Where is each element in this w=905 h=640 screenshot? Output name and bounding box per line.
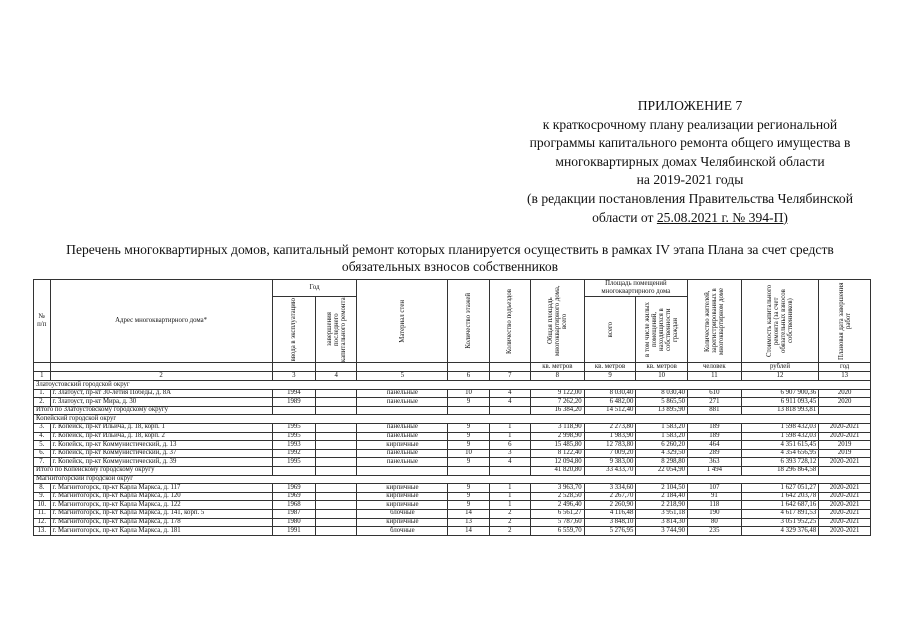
- table-cell: 1993: [272, 441, 315, 450]
- table-cell: [316, 432, 357, 441]
- appendix-line: многоквартирных домах Челябинской области: [555, 153, 825, 169]
- appendix-decree-line: [480, 209, 900, 228]
- table-cell: 1 598 432,03: [741, 423, 819, 432]
- table-cell: 2020-2021: [819, 432, 871, 441]
- table-cell: 5 865,50: [636, 398, 688, 407]
- table-cell: 6 911 093,45: [741, 398, 819, 407]
- table-cell: 9 122,00: [530, 389, 584, 398]
- empty-cell: [819, 466, 871, 475]
- section-row: [34, 415, 871, 424]
- table-cell: блочные: [357, 509, 448, 518]
- table-cell: 10.: [34, 501, 51, 510]
- table-cell: 3.: [34, 423, 51, 432]
- table-cell: 1 598 432,03: [741, 432, 819, 441]
- empty-cell: [489, 406, 530, 415]
- table-row: [34, 518, 871, 527]
- empty-cell: [316, 406, 357, 415]
- total-cell: 13 895,90: [636, 406, 688, 415]
- table-cell: [316, 518, 357, 527]
- table-cell: 1 583,20: [636, 432, 688, 441]
- table-cell: 2020-2021: [819, 527, 871, 536]
- table-cell: 2 528,50: [530, 492, 584, 501]
- col-number: 6: [448, 372, 489, 381]
- empty-cell: [357, 466, 448, 475]
- table-cell: 10: [448, 389, 489, 398]
- table-cell: 2 267,70: [584, 492, 636, 501]
- table-cell: 3 051 952,25: [741, 518, 819, 527]
- table-cell: 7.: [34, 458, 51, 467]
- table-cell: 1995: [272, 423, 315, 432]
- table-cell: 14: [448, 527, 489, 536]
- table-cell: г. Копейск, пр-кт Коммунистический, д. 39: [50, 458, 272, 467]
- table-cell: 289: [688, 449, 742, 458]
- table-body: [34, 381, 871, 536]
- table-row: [34, 423, 871, 432]
- table-cell: 2020-2021: [819, 509, 871, 518]
- table-cell: 13.: [34, 527, 51, 536]
- table-cell: 3 848,10: [584, 518, 636, 527]
- table-cell: 2020-2021: [819, 492, 871, 501]
- table-cell: 4 329 376,48: [741, 527, 819, 536]
- header-area-residential: в том числе жилых помещений, находящихся в собственности граждан: [636, 297, 688, 363]
- col-number: 2: [50, 372, 272, 381]
- table-cell: 1.: [34, 389, 51, 398]
- table-cell: 1991: [272, 527, 315, 536]
- table-cell: г. Копейск, пр-кт Ильича, д. 18, корп. 1: [50, 423, 272, 432]
- table-cell: г. Златоуст, пр-кт 30-летия Победы, д. 8А: [50, 389, 272, 398]
- table-cell: 13: [448, 518, 489, 527]
- table-cell: 2020: [819, 398, 871, 407]
- table-cell: 235: [688, 527, 742, 536]
- table-cell: 91: [688, 492, 742, 501]
- header-total-area: Общая площадь многоквартирного дома, всего: [530, 280, 584, 363]
- unit-cell: кв. метров: [636, 363, 688, 372]
- col-number: 10: [636, 372, 688, 381]
- table-cell: 3 963,70: [530, 484, 584, 493]
- header-year-group: Год: [272, 280, 357, 297]
- empty-cell: [272, 406, 315, 415]
- table-cell: 2019: [819, 449, 871, 458]
- table-cell: 4 116,48: [584, 509, 636, 518]
- table-row: [34, 441, 871, 450]
- table-cell: 3 334,60: [584, 484, 636, 493]
- table-cell: 2: [489, 518, 530, 527]
- table-cell: 1969: [272, 484, 315, 493]
- header-address: Адрес многоквартирного дома*: [50, 280, 272, 363]
- table-cell: 4 329,50: [636, 449, 688, 458]
- table-cell: [316, 527, 357, 536]
- empty-cell: [448, 406, 489, 415]
- table-cell: 2020-2021: [819, 423, 871, 432]
- appendix-line: программы капитального ремонта общего имущества в: [529, 135, 851, 151]
- table-row: [34, 398, 871, 407]
- unit-cell: рублей: [741, 363, 819, 372]
- table-cell: 1995: [272, 458, 315, 467]
- table-cell: кирпичные: [357, 492, 448, 501]
- empty-cell: [272, 466, 315, 475]
- col-number: 11: [688, 372, 742, 381]
- table-cell: 1980: [272, 518, 315, 527]
- table-cell: 1989: [272, 398, 315, 407]
- table-cell: [316, 484, 357, 493]
- appendix-line: к краткосрочному плану реализации региональной: [542, 116, 838, 132]
- col-number: 3: [272, 372, 315, 381]
- unit-cell: кв. метров: [530, 363, 584, 372]
- section-name: Магнитогорский городской округ: [34, 475, 871, 484]
- table-cell: 1 627 051,27: [741, 484, 819, 493]
- table-cell: 2: [489, 509, 530, 518]
- table-cell: блочные: [357, 527, 448, 536]
- table-cell: 2 184,40: [636, 492, 688, 501]
- table-cell: г. Магнитогорск, пр-кт Карла Маркса, д. 141, корп. 5: [50, 509, 272, 518]
- table-row: [34, 527, 871, 536]
- table-cell: 1 983,90: [584, 432, 636, 441]
- table-cell: 2 218,90: [636, 501, 688, 510]
- header-num: № п/п: [34, 280, 51, 363]
- table-cell: 4.: [34, 432, 51, 441]
- table-cell: 2020-2021: [819, 518, 871, 527]
- table-cell: г. Копейск, пр-кт Ильича, д. 18, корп. 2: [50, 432, 272, 441]
- table-cell: 8 030,40: [584, 389, 636, 398]
- table-cell: 4 351 615,45: [741, 441, 819, 450]
- table-cell: 2019: [819, 441, 871, 450]
- unit-cell: год: [819, 363, 871, 372]
- total-cell: 14 512,40: [584, 406, 636, 415]
- table-cell: 6.: [34, 449, 51, 458]
- unit-cell: кв. метров: [584, 363, 636, 372]
- appendix-header: [480, 97, 900, 227]
- table-row: [34, 389, 871, 398]
- section-row: [34, 475, 871, 484]
- header-floors: Количество этажей: [448, 280, 489, 363]
- table-cell: 7 262,20: [530, 398, 584, 407]
- table-cell: 9: [448, 501, 489, 510]
- table-cell: 6 393 728,12: [741, 458, 819, 467]
- table-cell: 1: [489, 492, 530, 501]
- table-cell: 12 094,80: [530, 458, 584, 467]
- table-cell: 7 009,20: [584, 449, 636, 458]
- table-cell: 363: [688, 458, 742, 467]
- table-row: [34, 484, 871, 493]
- empty-cell: [316, 466, 357, 475]
- table-cell: панельные: [357, 432, 448, 441]
- table-cell: г. Златоуст, пр-кт Мира, д. 30: [50, 398, 272, 407]
- table-cell: 6 907 900,36: [741, 389, 819, 398]
- table-cell: [316, 458, 357, 467]
- table-cell: 2020-2021: [819, 458, 871, 467]
- table-cell: 9: [448, 423, 489, 432]
- table-cell: г. Магнитогорск, пр-кт Карла Маркса, д. 117: [50, 484, 272, 493]
- header-residents: Количество жителей, зарегистрированных в многоквартирном доме: [688, 280, 742, 363]
- table-cell: 189: [688, 432, 742, 441]
- section-name: Копейский городской округ: [34, 415, 871, 424]
- table-cell: кирпичные: [357, 441, 448, 450]
- table-cell: 9: [448, 441, 489, 450]
- table-cell: 1995: [272, 432, 315, 441]
- table-cell: кирпичные: [357, 518, 448, 527]
- table-cell: 1 642 687,16: [741, 501, 819, 510]
- table-cell: 14: [448, 509, 489, 518]
- table-cell: [316, 423, 357, 432]
- table-cell: панельные: [357, 398, 448, 407]
- table-cell: 4: [489, 458, 530, 467]
- table-cell: 610: [688, 389, 742, 398]
- col-number: 1: [34, 372, 51, 381]
- total-cell: 881: [688, 406, 742, 415]
- table-cell: 6 482,00: [584, 398, 636, 407]
- table-cell: 1: [489, 432, 530, 441]
- table-cell: панельные: [357, 458, 448, 467]
- table-cell: кирпичные: [357, 484, 448, 493]
- table-cell: панельные: [357, 423, 448, 432]
- table-cell: [316, 509, 357, 518]
- table-cell: г. Магнитогорск, пр-кт Карла Маркса, д. 181: [50, 527, 272, 536]
- header-year-last-repair: завершения последнего капитального ремонта: [316, 297, 357, 363]
- col-number: 12: [741, 372, 819, 381]
- table-cell: 5.: [34, 441, 51, 450]
- table-cell: 2 998,90: [530, 432, 584, 441]
- total-row: [34, 466, 871, 475]
- table-cell: 1: [489, 423, 530, 432]
- table-cell: 12 783,80: [584, 441, 636, 450]
- table-row: [34, 509, 871, 518]
- table-cell: 107: [688, 484, 742, 493]
- appendix-line: ПРИЛОЖЕНИЕ 7: [637, 98, 743, 113]
- table-cell: 9: [448, 398, 489, 407]
- table-cell: 464: [688, 441, 742, 450]
- table-cell: 9: [448, 432, 489, 441]
- header-wall-material: Материал стен: [357, 280, 448, 363]
- total-cell: 33 433,70: [584, 466, 636, 475]
- table-cell: 9: [448, 484, 489, 493]
- table-cell: 5 276,95: [584, 527, 636, 536]
- header-cost: Стоимость капитального ремонта (за счет обязательных взносов собственников): [741, 280, 819, 363]
- table-cell: панельные: [357, 389, 448, 398]
- total-cell: 16 384,20: [530, 406, 584, 415]
- table-cell: 1987: [272, 509, 315, 518]
- table-cell: 2020-2021: [819, 484, 871, 493]
- table-cell: 2: [489, 527, 530, 536]
- table-cell: 8.: [34, 484, 51, 493]
- list-title: Перечень многоквартирных домов, капитальный ремонт которых планируется осуществить в рамках IV этапа Плана за счет средств обязательных взносов собственников: [66, 242, 834, 274]
- total-label: Итого по Златоустовскому городскому округу: [34, 406, 273, 415]
- table-cell: 189: [688, 423, 742, 432]
- table-cell: кирпичные: [357, 501, 448, 510]
- header-area-all: всего: [584, 297, 636, 363]
- table-cell: [316, 441, 357, 450]
- table-row: [34, 458, 871, 467]
- total-row: [34, 406, 871, 415]
- table-cell: г. Магнитогорск, пр-кт Карла Маркса, д. 178: [50, 518, 272, 527]
- section-name: Златоустовский городской округ: [34, 381, 871, 390]
- column-numbers-row: [34, 372, 871, 381]
- table-cell: 6 559,70: [530, 527, 584, 536]
- col-number: 9: [584, 372, 636, 381]
- table-cell: 4: [489, 398, 530, 407]
- table-cell: 10: [448, 449, 489, 458]
- table-cell: [316, 449, 357, 458]
- table-row: [34, 492, 871, 501]
- table-cell: 1: [489, 484, 530, 493]
- total-cell: 41 820,80: [530, 466, 584, 475]
- table-cell: 1994: [272, 389, 315, 398]
- total-cell: 13 818 993,81: [741, 406, 819, 415]
- table-cell: 1: [489, 501, 530, 510]
- table-cell: 2020-2021: [819, 501, 871, 510]
- table-cell: 2.: [34, 398, 51, 407]
- table-cell: [316, 501, 357, 510]
- header-entrances: Количество подъездов: [489, 280, 530, 363]
- table-cell: 8 122,40: [530, 449, 584, 458]
- table-cell: 2 273,80: [584, 423, 636, 432]
- table-cell: 118: [688, 501, 742, 510]
- unit-cell: человек: [688, 363, 742, 372]
- table-cell: 1968: [272, 501, 315, 510]
- col-number: 13: [819, 372, 871, 381]
- total-cell: 18 296 864,58: [741, 466, 819, 475]
- col-number: 7: [489, 372, 530, 381]
- table-cell: 1 583,20: [636, 423, 688, 432]
- empty-cell: [448, 466, 489, 475]
- table-cell: 1992: [272, 449, 315, 458]
- table-cell: [316, 492, 357, 501]
- table-cell: 2 104,50: [636, 484, 688, 493]
- table-cell: 8 030,40: [636, 389, 688, 398]
- table-cell: 3 814,30: [636, 518, 688, 527]
- table-row: [34, 432, 871, 441]
- table-cell: г. Магнитогорск, пр-кт Карла Маркса, д. 122: [50, 501, 272, 510]
- table-cell: 5 787,60: [530, 518, 584, 527]
- table-cell: 15 485,80: [530, 441, 584, 450]
- col-number: 5: [357, 372, 448, 381]
- appendix-decree-prefix: области от: [592, 209, 657, 225]
- table-cell: г. Копейск, пр-кт Коммунистический, д. 13: [50, 441, 272, 450]
- table-cell: 9: [448, 492, 489, 501]
- total-label: Итого по Копейскому городскому округу: [34, 466, 273, 475]
- empty-cell: [819, 406, 871, 415]
- houses-table: [33, 279, 871, 536]
- table-cell: 11.: [34, 509, 51, 518]
- appendix-line: (в редакции постановления Правительства Челябинской: [526, 190, 854, 206]
- table-cell: 3 951,18: [636, 509, 688, 518]
- col-number: 8: [530, 372, 584, 381]
- table-cell: 6 260,20: [636, 441, 688, 450]
- table-cell: 271: [688, 398, 742, 407]
- empty-cell: [357, 406, 448, 415]
- table-cell: 3: [489, 449, 530, 458]
- table-cell: [316, 398, 357, 407]
- table-cell: 9 383,00: [584, 458, 636, 467]
- table-cell: 8 298,80: [636, 458, 688, 467]
- table-cell: г. Копейск, пр-кт Коммунистический, д. 37: [50, 449, 272, 458]
- appendix-line: на 2019-2021 годы: [636, 172, 744, 188]
- table-cell: 4 617 891,53: [741, 509, 819, 518]
- table-cell: 3 744,90: [636, 527, 688, 536]
- section-row: [34, 381, 871, 390]
- header-planned-date: Плановая дата завершения работ: [819, 280, 871, 363]
- table-cell: 4: [489, 389, 530, 398]
- table-row: [34, 449, 871, 458]
- header-year-commission: ввода в эксплуатацию: [272, 297, 315, 363]
- table-cell: 2020: [819, 389, 871, 398]
- table-row: [34, 501, 871, 510]
- table-cell: 4 354 656,95: [741, 449, 819, 458]
- table-cell: 3 118,90: [530, 423, 584, 432]
- total-cell: 1 494: [688, 466, 742, 475]
- units-row: [34, 363, 871, 372]
- table-cell: 190: [688, 509, 742, 518]
- table-cell: панельные: [357, 449, 448, 458]
- table-cell: 9.: [34, 492, 51, 501]
- total-cell: 22 054,90: [636, 466, 688, 475]
- table-cell: [316, 389, 357, 398]
- empty-cell: [489, 466, 530, 475]
- table-cell: 6: [489, 441, 530, 450]
- header-area-group: Площадь помещений многоквартирного дома: [584, 280, 687, 297]
- table-cell: 6 561,27: [530, 509, 584, 518]
- table-cell: 1 642 203,78: [741, 492, 819, 501]
- table-cell: 1969: [272, 492, 315, 501]
- table-cell: 80: [688, 518, 742, 527]
- table-cell: 9: [448, 458, 489, 467]
- appendix-decree-date: 25.08.2021 г. № 394-П): [656, 209, 788, 225]
- table-cell: 2 496,40: [530, 501, 584, 510]
- table-cell: г. Магнитогорск, пр-кт Карла Маркса, д. 120: [50, 492, 272, 501]
- table-cell: 2 260,90: [584, 501, 636, 510]
- table-cell: 12.: [34, 518, 51, 527]
- col-number: 4: [316, 372, 357, 381]
